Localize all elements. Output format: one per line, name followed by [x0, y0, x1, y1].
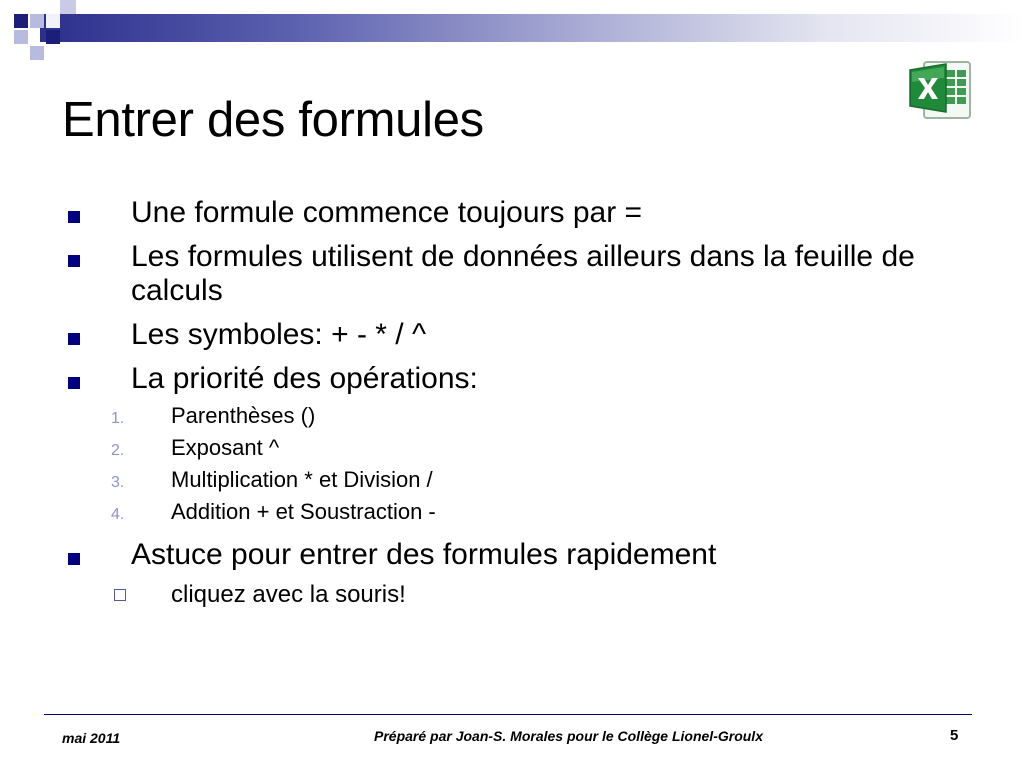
header-gradient-band: [40, 14, 1024, 42]
square-bullet-icon: [68, 255, 80, 267]
footer-credit: Préparé par Joan-S. Morales pour le Collège Lionel-Groulx: [374, 728, 763, 744]
hollow-square-bullet-icon: [114, 589, 126, 601]
square-bullet-icon: [68, 377, 80, 389]
bullet-text: Les symboles: + - * / ^: [131, 318, 427, 351]
decor-square: [46, 30, 60, 44]
square-bullet-icon: [68, 211, 80, 223]
bullet-text: Une formule commence toujours par =: [131, 196, 643, 229]
tip-sub-text: cliquez avec la souris!: [171, 581, 406, 608]
slide-body: [62, 196, 942, 610]
square-bullet-icon: [68, 553, 80, 565]
bullet-item: [62, 538, 942, 572]
priority-list-item: [62, 498, 942, 526]
priority-text: Exposant ^: [171, 435, 280, 460]
priority-text: Addition + et Soustraction -: [171, 499, 436, 524]
decor-square: [46, 14, 60, 28]
bullet-item: [62, 362, 942, 396]
decor-square: [30, 46, 44, 60]
bullet-text: Astuce pour entrer des formules rapidement: [131, 538, 717, 571]
decor-square: [14, 14, 28, 28]
list-number: 1.: [111, 410, 125, 427]
footer-divider: [44, 714, 972, 715]
bullet-text: Les formules utilisent de données ailleurs dans la feuille de calculs: [131, 240, 915, 307]
priority-list-item: [62, 466, 942, 494]
list-number: 4.: [111, 506, 125, 523]
list-number: 3.: [111, 474, 125, 491]
slide-title: Entrer des formules: [62, 93, 484, 147]
bullet-item: [62, 240, 942, 308]
decor-square: [30, 14, 44, 28]
bullet-item: [62, 318, 942, 352]
footer-date: mai 2011: [62, 730, 121, 746]
priority-list-item: [62, 402, 942, 430]
decor-square: [60, 0, 76, 14]
bullet-text: La priorité des opérations:: [131, 362, 478, 395]
priority-list-item: [62, 434, 942, 462]
tip-sub-item: [62, 580, 942, 610]
bullet-item: [62, 196, 942, 230]
page-number: 5: [950, 727, 959, 744]
decor-square: [14, 30, 28, 44]
square-bullet-icon: [68, 333, 80, 345]
priority-text: Multiplication * et Division /: [171, 467, 433, 492]
list-number: 2.: [111, 442, 125, 459]
excel-logo-icon: [906, 56, 974, 122]
priority-text: Parenthèses (): [171, 403, 316, 428]
